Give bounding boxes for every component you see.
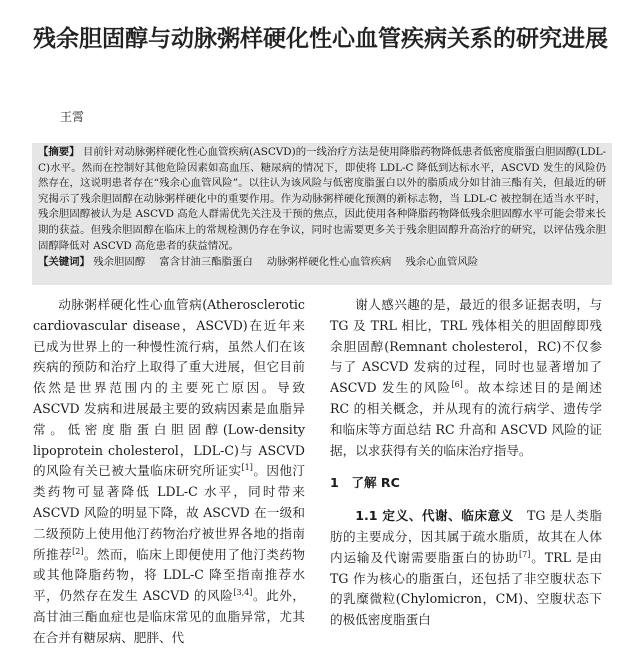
abstract-text: 目前针对动脉粥样硬化性心血管疾病(ASCVD)的一线治疗方法是使用降脂药物降低患者低密度脂蛋白胆固醇(LDL-C)水平。然而在控制好其他危险因素如高血压、糖尿病的情况下，即使将 LDL-C 降低到达标水平，ASCVD 发生的风险仍然存在，这说明患者存在“残余心血管风险”。以往认为该风险与低密度脂蛋白以外的脂质成分如甘油三酯有关，但最近的研究揭示了残余胆固醇在动脉粥样硬化中的重要作用。作为动脉粥样硬化预测的新标志物，当 LDL-C 被控制在适当水平时，残余胆固醇被认为是 ASCVD 高危人群需优先关注及干预的焦点，因此使用各种降脂药物降低残余胆固醇水平可能会带来长期的获益。但残余胆固醇在临床上的常规检测仍存在争议，同时也需要更多关于残余胆固醇升高治疗的研究，以评估残余胆固醇降低对 ASCVD 高危患者的获益情况。 [38, 146, 606, 252]
body-paragraph [330, 295, 602, 461]
body-text: 谢人感兴趣的是，最近的很多证据表明，与 TG 及 TRL 相比，TRL 残体相关的胆固醇即残余胆固醇(Remnant cholesterol，RC)不仅参与了 ASCVD 发病的过程，同时也显著增加了 ASCVD 发生的风险 [330, 297, 602, 396]
body-text: 。因他汀类药物可显著降低 LDL-C 水平，同时带来 ASCVD 风险的明显下降，故 ASCVD 在一级和二级预防上使用他汀药物治疗被世界各地的指南所推荐 [33, 463, 306, 562]
keywords-label: 【关键词】 [38, 256, 90, 269]
body-text: 。然而，临床上即便使用了他汀类药物或其他降脂药物，将 LDL-C 降至指南推荐水平，仍然存在发生 ASCVD 的风险 [33, 546, 306, 604]
keyword-item: 动脉粥样硬化性心血管疾病 [266, 256, 392, 269]
body-paragraph [33, 295, 305, 649]
body-text: TG 是人类脂肪的主要成分，因其属于疏水脂质，故其在人体内运输及代谢需要脂蛋白的协助 [330, 508, 602, 565]
keyword-item: 残余心血管风险 [405, 256, 479, 269]
abstract-box [32, 143, 612, 285]
reference-mark: [1] [241, 463, 253, 473]
keyword-item: 富含甘油三酯脂蛋白 [159, 256, 253, 269]
abstract-paragraph [38, 145, 606, 254]
body-text: 。此外，高甘油三酯血症也是临床常见的血脂异常，尤其在合并有糖尿病、肥胖、代 [33, 588, 305, 645]
right-column [330, 295, 602, 631]
reference-mark: [2] [72, 546, 84, 556]
body-text: 。故本综述目的是阐述 RC 的相关概念，并从现有的流行病学、遗传学和临床等方面总结 RC 升高和 ASCVD 风险的证据，以求获得有关的临床治疗指导。 [330, 380, 602, 458]
article-title: 残余胆固醇与动脉粥样硬化性心血管疾病关系的研究进展 [33, 26, 608, 52]
body-text: 。TRL 是由 TG 作为核心的脂蛋白，还包括了非空腹状态下的乳糜微粒(Chylomicron，CM)、空腹状态下的极低密度脂蛋白 [330, 549, 602, 628]
body-text: 动脉粥样硬化性心血管病(Atherosclerotic cardiovascular disease，ASCVD)在近年来已成为世界上的一种慢性流行病，虽然人们在该疾病的预防和治疗上取得了重大进展，但它目前依然是世界范围内的主要死亡原因。导致 ASCVD 发病和进展最主要的致病因素是血脂异常。低密度脂蛋白胆固醇(Low-density lipoprotein cholesterol，LDL-C)与 ASCVD 的风险有关已被大量临床研究所证实 [33, 297, 305, 479]
subsection-heading: 1.1 定义、代谢、临床意义 [355, 508, 514, 524]
author-name: 王霄 [60, 110, 85, 124]
reference-mark: [7] [519, 549, 531, 559]
keyword-item: 残余胆固醇 [93, 256, 146, 269]
reference-mark: [6] [451, 380, 463, 389]
keywords-line [38, 255, 606, 271]
abstract-label: 【摘要】 [38, 146, 80, 158]
left-column [33, 295, 305, 649]
body-paragraph [330, 506, 602, 631]
section-heading: 1 了解 RC [330, 475, 400, 491]
reference-mark: [3,4] [233, 587, 253, 597]
